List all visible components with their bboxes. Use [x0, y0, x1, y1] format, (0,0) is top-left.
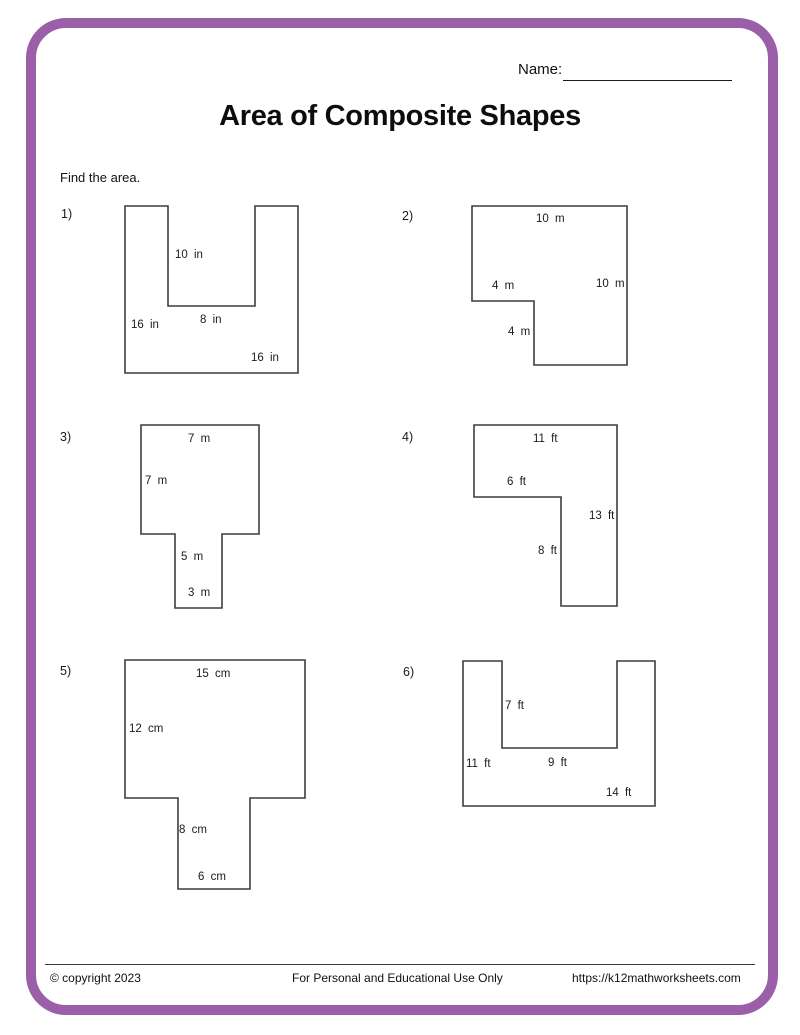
dimension-label: 7 m — [188, 433, 211, 445]
dimension-label: 8 in — [200, 314, 222, 326]
dimension-label: 8 ft — [538, 545, 557, 557]
dimension-label: 4 m — [508, 326, 531, 338]
footer-copyright: © copyright 2023 — [50, 971, 141, 985]
footer-usage-text: For Personal and Educational Use Only — [292, 971, 503, 985]
dimension-label: 11 ft — [533, 433, 558, 445]
shape-problem-6 — [463, 661, 655, 806]
dimension-label: 12 cm — [129, 723, 164, 735]
problem-number-1: 1) — [61, 207, 73, 221]
instruction-text: Find the area. — [60, 170, 141, 185]
dimension-label: 8 cm — [179, 824, 207, 836]
problem-number-3: 3) — [60, 430, 72, 444]
dimension-label: 16 in — [251, 352, 279, 364]
dimension-label: 3 m — [188, 587, 211, 599]
dimension-label: 10 in — [175, 249, 203, 261]
footer-url: https://k12mathworksheets.com — [572, 971, 741, 985]
shape-problem-1 — [125, 206, 298, 373]
problem-number-2: 2) — [402, 209, 414, 223]
problem-number-6: 6) — [403, 665, 415, 679]
dimension-label: 14 ft — [606, 787, 632, 799]
page-title: Area of Composite Shapes — [219, 100, 581, 132]
dimension-label: 4 m — [492, 280, 515, 292]
dimension-label: 5 m — [181, 551, 204, 563]
dimension-label: 10 m — [596, 278, 625, 290]
dimension-label: 15 cm — [196, 668, 231, 680]
dimension-label: 16 in — [131, 319, 159, 331]
dimension-label: 7 ft — [505, 700, 524, 712]
dimension-label: 10 m — [536, 213, 565, 225]
problem-number-4: 4) — [402, 430, 414, 444]
problem-number-5: 5) — [60, 664, 72, 678]
dimension-label: 13 ft — [589, 510, 615, 522]
dimension-label: 9 ft — [548, 757, 567, 769]
dimension-label: 6 ft — [507, 476, 526, 488]
dimension-label: 7 m — [145, 475, 168, 487]
dimension-label: 11 ft — [466, 758, 491, 770]
shape-problem-3 — [141, 425, 259, 608]
name-label: Name: — [518, 61, 563, 78]
shape-problem-5 — [125, 660, 305, 889]
footer-divider — [45, 964, 755, 965]
dimension-label: 6 cm — [198, 871, 226, 883]
